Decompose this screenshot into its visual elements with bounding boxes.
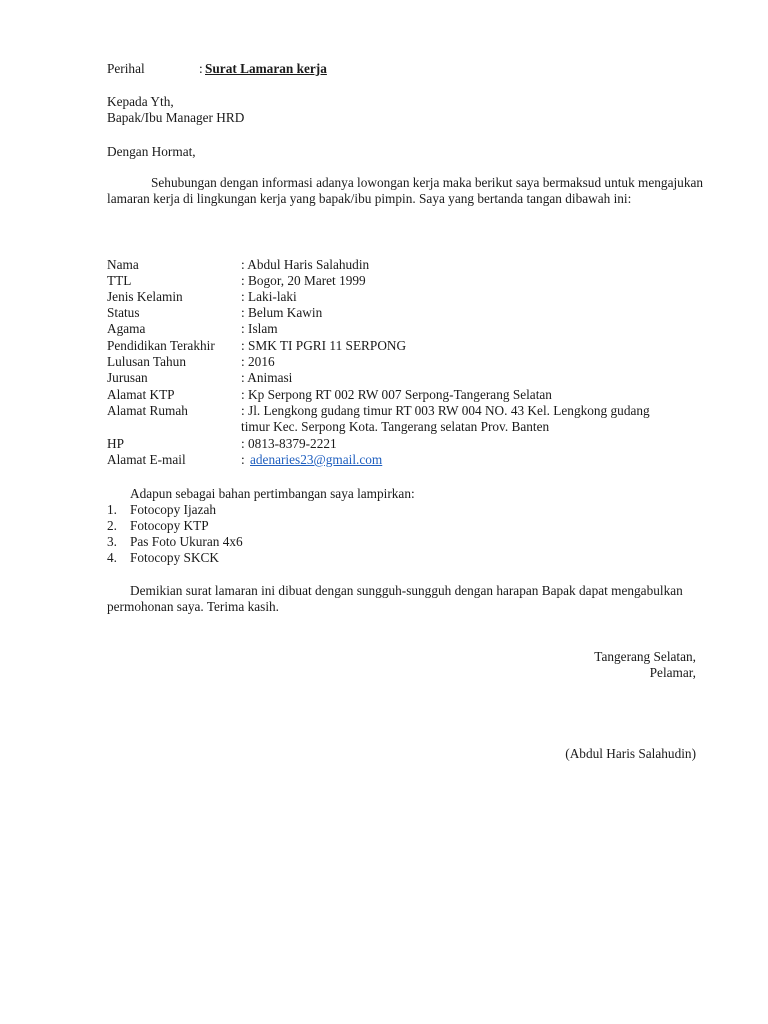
role-line: Pelamar, — [649, 665, 696, 680]
list-text: Fotocopy Ijazah — [130, 502, 217, 517]
detail-label: Jurusan — [107, 370, 148, 385]
detail-label: Lulusan Tahun — [107, 354, 186, 369]
detail-label: HP — [107, 436, 124, 451]
detail-value: : — [241, 452, 245, 467]
detail-label: Jenis Kelamin — [107, 289, 183, 304]
place-line: Tangerang Selatan, — [594, 649, 696, 664]
list-number: 3. — [107, 534, 117, 549]
signature-name: (Abdul Haris Salahudin) — [565, 746, 696, 761]
detail-label: Agama — [107, 321, 146, 336]
email-link[interactable]: adenaries23@gmail.com — [250, 452, 383, 467]
detail-label: Alamat E-mail — [107, 452, 186, 467]
closing-paragraph: Demikian surat lamaran ini dibuat dengan sungguh-sungguh dengan harapan Bapak dapat mengabulkan permohonan saya. Terima kasih. — [107, 583, 683, 615]
list-number: 4. — [107, 550, 117, 565]
detail-label: Alamat KTP — [107, 387, 175, 402]
detail-value: : 2016 — [241, 354, 275, 369]
intro-paragraph: Sehubungan dengan informasi adanya lowongan kerja maka berikut saya bermaksud untuk mengajukan lamaran kerja di lingkungan kerja yang bapak/ibu pimpin. Saya yang bertanda tangan dibawah ini: — [107, 175, 704, 207]
list-number: 1. — [107, 502, 117, 517]
detail-label: Nama — [107, 257, 139, 272]
detail-label: TTL — [107, 273, 132, 288]
detail-value: : Bogor, 20 Maret 1999 — [241, 273, 366, 288]
detail-label: Pendidikan Terakhir — [107, 338, 215, 353]
recipient-line-1: Kepada Yth, — [107, 94, 174, 109]
salutation: Dengan Hormat, — [107, 144, 196, 159]
detail-value: : Laki-laki — [241, 289, 297, 304]
subject-label: Perihal — [107, 61, 145, 76]
list-text: Pas Foto Ukuran 4x6 — [130, 534, 243, 549]
detail-value: : Belum Kawin — [241, 305, 323, 320]
detail-value: : SMK TI PGRI 11 SERPONG — [241, 338, 407, 353]
list-number: 2. — [107, 518, 117, 533]
attachments-intro: Adapun sebagai bahan pertimbangan saya lampirkan: — [130, 486, 415, 501]
detail-value: : Jl. Lengkong gudang timur RT 003 RW 004 NO. 43 Kel. Lengkong gudang timur Kec. Serpong Kota. Tangerang selatan Prov. Banten — [241, 403, 650, 435]
list-text: Fotocopy KTP — [130, 518, 209, 533]
recipient-line-2: Bapak/Ibu Manager HRD — [107, 110, 245, 125]
detail-value: : 0813-8379-2221 — [241, 436, 337, 451]
detail-label: Status — [107, 305, 140, 320]
detail-value: : Abdul Haris Salahudin — [241, 257, 370, 272]
subject-value: Surat Lamaran kerja — [205, 61, 327, 76]
detail-label: Alamat Rumah — [107, 403, 188, 418]
detail-value: : Animasi — [241, 370, 293, 385]
list-text: Fotocopy SKCK — [130, 550, 220, 565]
subject-separator: : — [199, 61, 203, 76]
detail-value: : Kp Serpong RT 002 RW 007 Serpong-Tangerang Selatan — [241, 387, 552, 402]
detail-value: : Islam — [241, 321, 278, 336]
